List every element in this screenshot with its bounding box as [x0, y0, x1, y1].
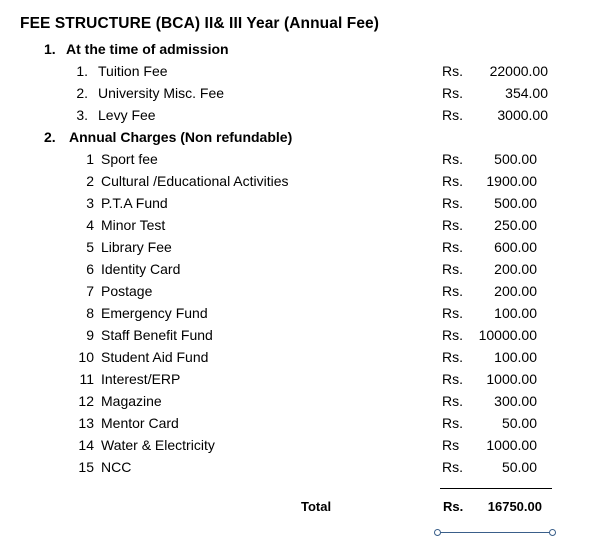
item-currency: Rs. — [442, 63, 463, 79]
item-number: 3. — [76, 107, 88, 123]
item-label: Student Aid Fund — [101, 349, 209, 365]
annual-item-row — [0, 195, 593, 217]
line-start-handle[interactable] — [434, 529, 441, 536]
item-number: 2 — [86, 173, 94, 189]
item-amount: 100.00 — [494, 305, 537, 321]
item-label: Sport fee — [101, 151, 158, 167]
item-number: 13 — [78, 415, 94, 431]
annual-item-row — [0, 217, 593, 239]
item-number: 6 — [86, 261, 94, 277]
item-number: 8 — [86, 305, 94, 321]
item-amount: 1000.00 — [486, 437, 537, 453]
item-label: NCC — [101, 459, 132, 475]
document-title: FEE STRUCTURE (BCA) II& III Year (Annual Fee) — [20, 15, 380, 32]
admission-item-row — [0, 85, 593, 107]
item-label: Levy Fee — [98, 107, 156, 123]
item-currency: Rs — [442, 437, 460, 453]
total-currency: Rs. — [443, 499, 464, 514]
item-label: Library Fee — [101, 239, 172, 255]
item-number: 3 — [86, 195, 94, 211]
annual-item-row — [0, 327, 593, 349]
item-currency: Rs. — [442, 415, 463, 431]
annual-item-row — [0, 459, 593, 481]
item-label: Interest/ERP — [101, 371, 181, 387]
section-1-number: 1. — [44, 41, 56, 57]
annual-item-row — [0, 305, 593, 327]
section-2-heading: Annual Charges (Non refundable) — [69, 129, 293, 145]
item-number: 7 — [86, 283, 94, 299]
item-currency: Rs. — [442, 217, 463, 233]
total-rule — [440, 488, 552, 489]
item-number: 14 — [78, 437, 94, 453]
item-amount: 100.00 — [494, 349, 537, 365]
item-number: 1. — [76, 63, 88, 79]
item-amount: 200.00 — [494, 261, 537, 277]
item-label: Magazine — [101, 393, 162, 409]
annual-item-row — [0, 151, 593, 173]
item-currency: Rs. — [442, 173, 463, 189]
item-currency: Rs. — [442, 85, 463, 101]
item-number: 10 — [78, 349, 94, 365]
section-2-number: 2. — [44, 129, 56, 145]
item-amount: 250.00 — [494, 217, 537, 233]
item-amount: 50.00 — [501, 459, 537, 475]
item-number: 15 — [78, 459, 94, 475]
item-currency: Rs. — [442, 393, 463, 409]
annual-item-row — [0, 283, 593, 305]
item-currency: Rs. — [442, 327, 463, 343]
item-label: Minor Test — [101, 217, 166, 233]
item-amount: 1000.00 — [486, 371, 537, 387]
annual-item-row — [0, 415, 593, 437]
item-currency: Rs. — [442, 371, 463, 387]
annual-item-row — [0, 261, 593, 283]
item-amount: 500.00 — [494, 151, 537, 167]
item-label: Staff Benefit Fund — [101, 327, 213, 343]
item-label: Tuition Fee — [98, 63, 168, 79]
item-label: University Misc. Fee — [98, 85, 225, 101]
selected-line-shape[interactable] — [437, 532, 553, 533]
item-label: Postage — [101, 283, 153, 299]
item-number: 9 — [86, 327, 94, 343]
item-label: Cultural /Educational Activities — [101, 173, 289, 189]
total-label: Total — [301, 499, 332, 514]
total-amount: 16750.00 — [487, 499, 542, 514]
line-end-handle[interactable] — [549, 529, 556, 536]
item-currency: Rs. — [442, 349, 463, 365]
item-number: 1 — [86, 151, 94, 167]
annual-item-row — [0, 371, 593, 393]
item-currency: Rs. — [442, 195, 463, 211]
item-label: Mentor Card — [101, 415, 179, 431]
annual-item-row — [0, 393, 593, 415]
item-number: 4 — [86, 217, 94, 233]
item-number: 2. — [76, 85, 88, 101]
item-number: 11 — [79, 371, 94, 387]
item-amount: 22000.00 — [489, 63, 548, 79]
item-currency: Rs. — [442, 459, 463, 475]
item-amount: 200.00 — [494, 283, 537, 299]
item-currency: Rs. — [442, 305, 463, 321]
item-currency: Rs. — [442, 239, 463, 255]
item-amount: 300.00 — [494, 393, 537, 409]
admission-item-row — [0, 107, 593, 129]
item-amount: 1900.00 — [486, 173, 537, 189]
item-amount: 3000.00 — [497, 107, 548, 123]
item-currency: Rs. — [442, 261, 463, 277]
item-number: 12 — [78, 393, 94, 409]
item-amount: 600.00 — [494, 239, 537, 255]
item-label: Identity Card — [101, 261, 181, 277]
section-1-heading: At the time of admission — [66, 41, 229, 57]
item-currency: Rs. — [442, 107, 463, 123]
annual-item-row — [0, 173, 593, 195]
item-amount: 50.00 — [501, 415, 537, 431]
item-currency: Rs. — [442, 283, 463, 299]
item-number: 5 — [86, 239, 94, 255]
annual-item-row — [0, 349, 593, 371]
annual-item-row — [0, 239, 593, 261]
item-amount: 354.00 — [505, 85, 548, 101]
admission-item-row — [0, 63, 593, 85]
item-amount: 500.00 — [494, 195, 537, 211]
annual-item-row — [0, 437, 593, 459]
item-amount: 10000.00 — [478, 327, 537, 343]
item-label: P.T.A Fund — [101, 195, 168, 211]
item-label: Water & Electricity — [101, 437, 215, 453]
item-label: Emergency Fund — [101, 305, 208, 321]
item-currency: Rs. — [442, 151, 463, 167]
